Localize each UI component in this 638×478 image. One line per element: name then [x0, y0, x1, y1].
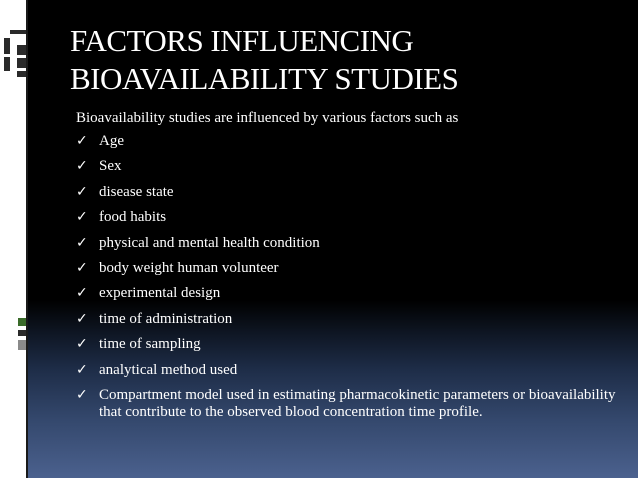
- list-item-text: Age: [99, 133, 124, 149]
- checkmark-icon: ✓: [76, 386, 88, 403]
- decor-block: [17, 45, 26, 55]
- list-item-text: time of sampling: [99, 336, 201, 353]
- decor-block: [4, 38, 10, 54]
- slide-title-line2: BIOAVAILABILITY STUDIES: [70, 61, 459, 96]
- checkmark-icon: ✓: [76, 259, 88, 276]
- list-item: [76, 260, 616, 277]
- list-item-text: time of administration: [99, 310, 233, 327]
- decor-block: [17, 71, 26, 77]
- decor-block: [17, 58, 26, 68]
- list-item-text: analytical method used: [99, 361, 238, 378]
- list-item: [76, 285, 616, 302]
- decor-block: [10, 30, 26, 34]
- slide-title: [70, 22, 610, 98]
- checkmark-icon: ✓: [76, 133, 88, 149]
- decor-block: [4, 57, 10, 71]
- list-item: [76, 336, 616, 353]
- checkmark-icon: ✓: [76, 158, 88, 175]
- list-item-text: body weight human volunteer: [99, 259, 279, 276]
- slide-title-line1: FACTORS INFLUENCING: [70, 23, 414, 58]
- checkmark-icon: ✓: [76, 285, 88, 302]
- left-decor-edge: [26, 0, 28, 478]
- list-item: [76, 158, 616, 175]
- checkmark-icon: ✓: [76, 361, 88, 378]
- list-item: [76, 133, 616, 150]
- decor-block: [18, 330, 26, 336]
- checkmark-icon: ✓: [76, 234, 88, 251]
- intro-text: Bioavailability studies are influenced by various factors such as: [76, 110, 459, 126]
- list-item-text: disease state: [99, 183, 174, 200]
- checkmark-icon: ✓: [76, 310, 88, 327]
- list-item: [76, 362, 616, 379]
- list-item-text: Compartment model used in estimating pharmacokinetic parameters or bioavailability that contribute to the observed blood concentration time profile.: [99, 386, 616, 420]
- list-item: [76, 311, 616, 328]
- list-item-text: Sex: [99, 158, 122, 175]
- list-item: [76, 209, 616, 226]
- list-item: [76, 184, 616, 201]
- factor-list: [76, 133, 616, 429]
- checkmark-icon: ✓: [76, 183, 88, 200]
- list-item-text: experimental design: [99, 285, 221, 302]
- checkmark-icon: ✓: [76, 336, 88, 353]
- checkmark-icon: ✓: [76, 209, 88, 226]
- list-item-text: food habits: [99, 209, 167, 226]
- decor-block: [18, 318, 26, 326]
- decor-block: [18, 340, 26, 350]
- list-item: [76, 235, 616, 252]
- list-item-text: physical and mental health condition: [99, 234, 320, 251]
- list-item: [76, 387, 616, 421]
